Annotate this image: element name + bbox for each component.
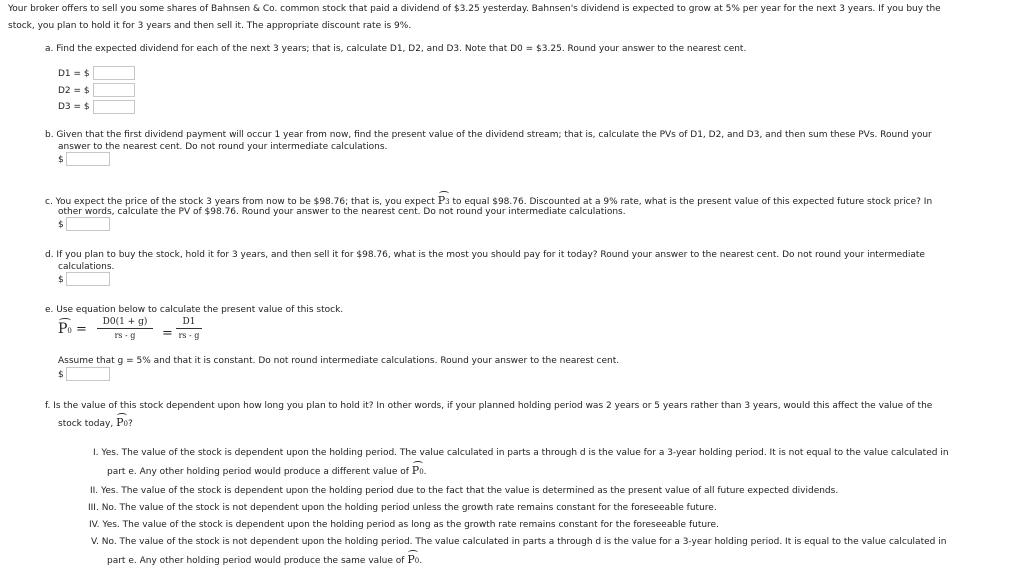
part-d-input[interactable]	[66, 272, 110, 286]
d2-label: D2 = $	[58, 86, 90, 96]
d3-input[interactable]	[93, 100, 135, 114]
p0-hat-symbol-i: P0	[411, 464, 424, 477]
part-c-dollar: $	[58, 220, 64, 230]
p0-hat-symbol: P0 =	[58, 321, 87, 337]
part-e-line-2: Assume that g = 5% and that it is constant. Do not round intermediate calculations. Round your answer to the nearest cent.	[58, 356, 620, 366]
part-b-line-2: answer to the nearest cent. Do not round your intermediate calculations.	[58, 142, 388, 152]
part-f-line-2-text: stock today,	[58, 419, 114, 429]
option-i-line-2	[107, 464, 427, 477]
option-iv-text: Yes. The value of the stock is dependent upon the holding period as long as the growth rate remains constant for the foreseeable future.	[102, 520, 719, 530]
equation-fraction-2	[176, 317, 202, 340]
option-iii-num: III.	[88, 503, 99, 513]
option-v-text-2-end: .	[419, 556, 423, 566]
equation-numerator-1: D0(1 + g)	[97, 317, 153, 329]
d2-input[interactable]	[93, 83, 135, 97]
option-iii-text: No. The value of the stock is not dependent upon the holding period unless the growth rate remains constant for the foreseeable future.	[101, 503, 717, 513]
option-v-line-2	[107, 553, 422, 566]
equation-denominator-1: rs - g	[114, 331, 136, 340]
option-ii-text: Yes. The value of the stock is dependent upon the holding period due to the fact that the value is determined as the present value of all future expected dividends.	[101, 486, 839, 496]
option-iii[interactable]	[88, 503, 717, 513]
intro-line-2: stock, you plan to hold it for 3 years and then sell it. The appropriate discount rate is 9%.	[8, 21, 412, 31]
part-f-line-2-end: ?	[127, 419, 133, 429]
part-d-dollar: $	[58, 275, 64, 285]
part-b-line-1: b. Given that the first dividend payment will occur 1 year from now, find the present value of the dividend stream; that is, calculate the PVs of D1, D2, and D3, and then sum these PVs. Round your	[45, 130, 932, 140]
part-f-line-2	[58, 416, 133, 429]
option-v-num: V.	[91, 537, 99, 547]
option-v-text-2: part e. Any other holding period would produce the same value of	[107, 556, 405, 566]
option-v[interactable]	[91, 537, 946, 547]
part-d-line-1: d. If you plan to buy the stock, hold it for 3 years, and then sell it for $98.76, what is the most you should pay for it today? Round your answer to the nearest cent. Do not round your intermediate	[45, 250, 925, 260]
part-e-dollar: $	[58, 370, 64, 380]
intro-line-1: Your broker offers to sell you some shares of Bahnsen & Co. common stock that paid a dividend of $3.25 yesterday. Bahnsen's dividend is expected to grow at 5% per year for the next 3 years. If you buy the	[8, 4, 941, 14]
d1-label: D1 = $	[58, 69, 90, 79]
p0-hat-symbol-v: P0	[407, 553, 420, 566]
option-ii[interactable]	[90, 486, 838, 496]
part-d-line-2: calculations.	[58, 262, 115, 272]
equation-denominator-2: rs - g	[178, 331, 200, 340]
part-c-line-1b: to equal $98.76. Discounted at a 9% rate, what is the present value of this expected future stock price? In	[452, 197, 933, 207]
option-ii-num: II.	[90, 486, 99, 496]
d1-input[interactable]	[93, 66, 135, 80]
option-i[interactable]	[93, 448, 949, 458]
d3-label: D3 = $	[58, 102, 90, 112]
equation-numerator-2: D1	[176, 317, 202, 329]
part-b-input[interactable]	[66, 152, 110, 166]
option-i-text-1: Yes. The value of the stock is dependent upon the holding period. The value calculated in parts a through d is the value for a 3-year holding period. It is not equal to the value calculated in	[101, 448, 949, 458]
part-c-line-2: other words, calculate the PV of $98.76. Round your answer to the nearest cent. Do not round your intermediate calculations.	[58, 207, 626, 217]
option-i-text-2-end: .	[423, 467, 427, 477]
equation-equals: =	[162, 326, 173, 341]
option-iv-num: IV.	[89, 520, 100, 530]
option-i-num: I.	[93, 448, 99, 458]
part-c-line-1	[45, 194, 932, 207]
part-f-line-1: f. Is the value of this stock dependent upon how long you plan to hold it? In other words, if your planned holding period was 2 years or 5 years rather than 3 years, would this affect the value of the	[45, 401, 933, 411]
p0-hat-symbol-f: P0	[116, 416, 128, 429]
option-i-text-2: part e. Any other holding period would produce a different value of	[107, 467, 409, 477]
equation-fraction-1	[97, 317, 153, 340]
part-e-line-1: e. Use equation below to calculate the present value of this stock.	[45, 305, 344, 315]
part-a-text: a. Find the expected dividend for each of the next 3 years; that is, calculate D1, D2, and D3. Note that D0 = $3.25. Round your answer to the nearest cent.	[45, 44, 747, 54]
part-b-dollar: $	[58, 155, 64, 165]
p3-hat-symbol: P3	[437, 194, 450, 207]
option-v-text-1: No. The value of the stock is not dependent upon the holding period. The value calculated in parts a through d is the value for a 3-year holding period. It is equal to the value calculated in	[101, 537, 947, 547]
part-c-input[interactable]	[66, 217, 110, 231]
part-e-input[interactable]	[66, 367, 110, 381]
option-iv[interactable]	[89, 520, 719, 530]
part-c-line-1a: c. You expect the price of the stock 3 years from now to be $98.76; that is, you expect	[45, 197, 435, 207]
